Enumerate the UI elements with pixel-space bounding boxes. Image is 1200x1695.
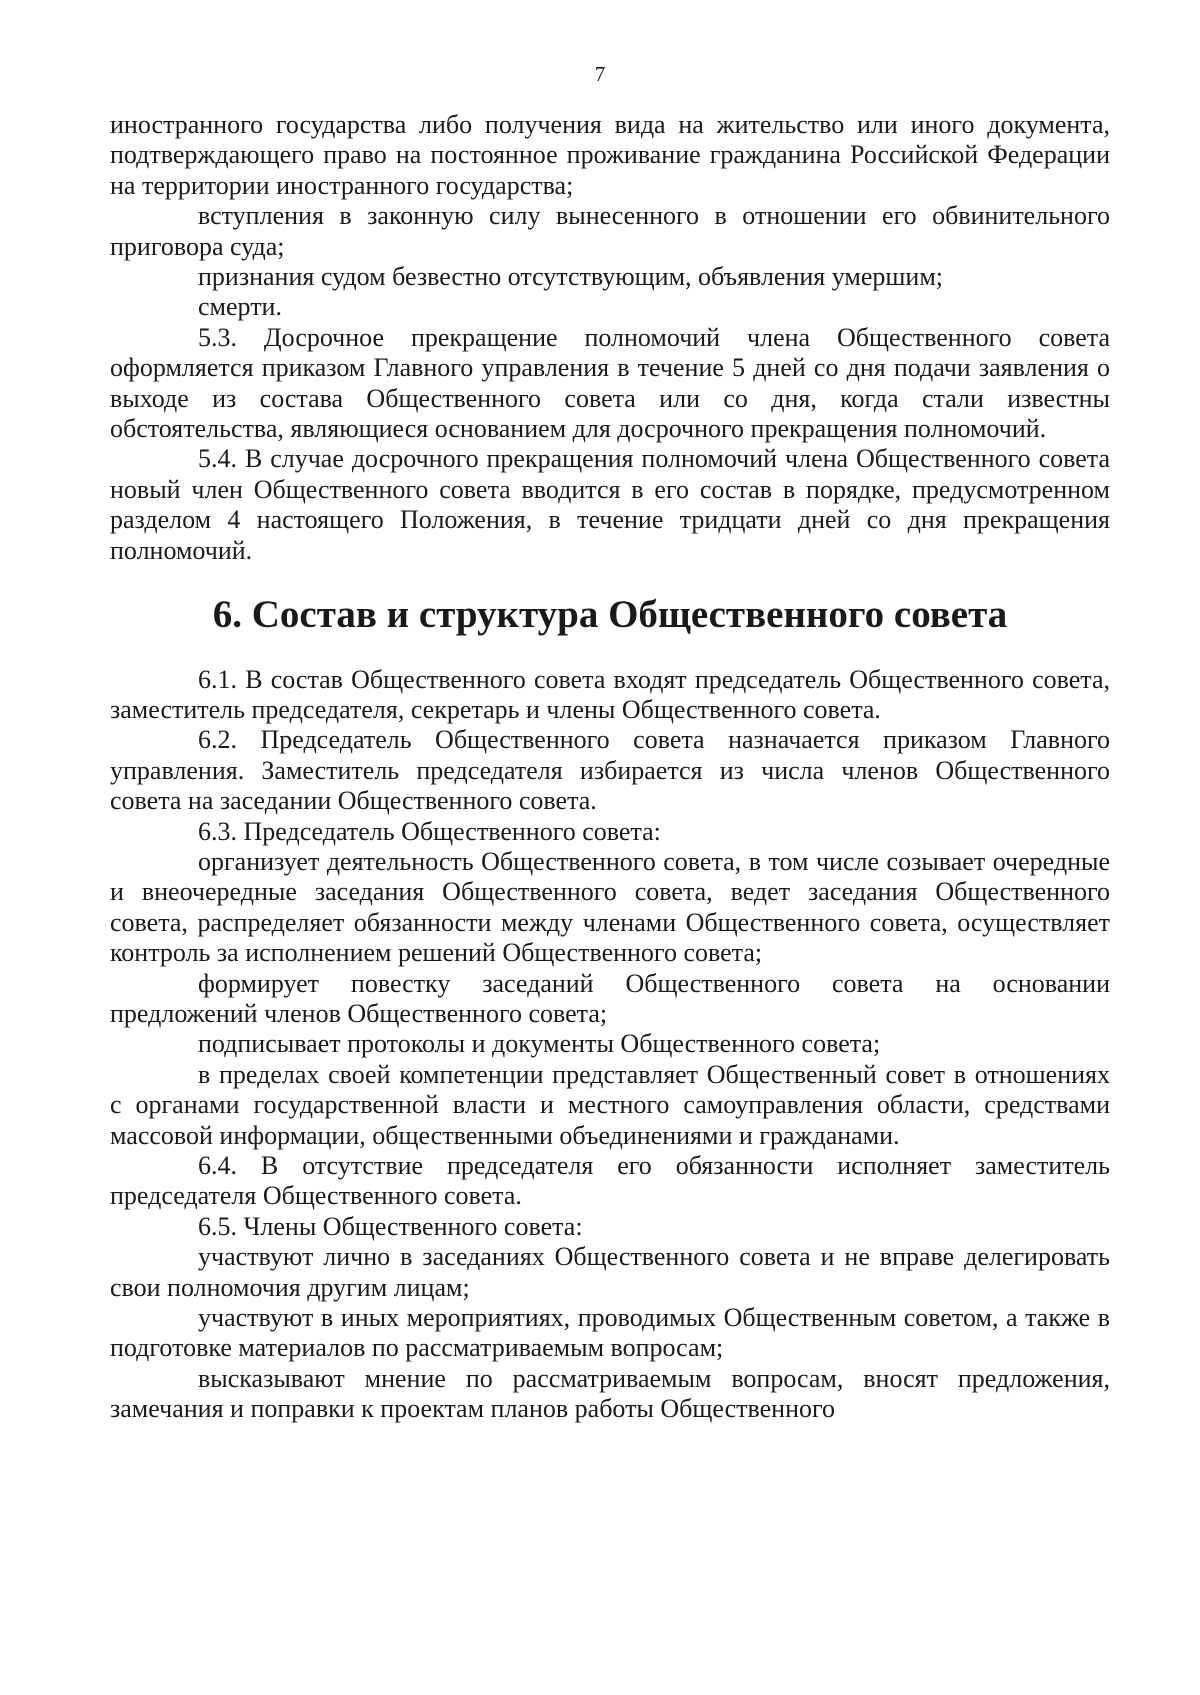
document-body (110, 110, 1110, 1425)
clause-6-4: 6.4. В отсутствие председателя его обязанности исполняет заместитель председателя Общественного совета. (110, 1151, 1110, 1211)
list-item: высказывают мнение по рассматриваемым вопросам, вносят предложения, замечания и поправки к проектам планов работы Общественного (110, 1363, 1110, 1424)
paragraph: вступления в законную силу вынесенного в отношении его обвинительного приговора суда; (110, 201, 1110, 261)
list-item: в пределах своей компетенции представляет Общественный совет в отношениях с органами государственной власти и местного самоуправления области, средствами массовой информации, общественными объединениями и гражданами. (110, 1059, 1110, 1150)
clause-6-1: 6.1. В состав Общественного совета входят председатель Общественного совета, заместитель председателя, секретарь и члены Общественного совета. (110, 664, 1110, 724)
clause-6-5: 6.5. Члены Общественного совета: (198, 1211, 583, 1241)
paragraph: смерти. (198, 292, 282, 322)
list-item: участвуют в иных мероприятиях, проводимых Общественным советом, а также в подготовке материалов по рассматриваемым вопросам; (110, 1303, 1110, 1363)
clause-6-2: 6.2. Председатель Общественного совета назначается приказом Главного управления. Заместитель председателя избирается из числа членов Общественного совета на заседании Общественного совета. (110, 725, 1110, 816)
list-item: организует деятельность Общественного совета, в том числе созывает очередные и внеочередные заседания Общественного совета, ведет заседания Общественного совета, распределяет обязанности между членами Общественного совета, осуществляет контроль за исполнением решений Общественного совета; (110, 846, 1110, 968)
clause-5-4: 5.4. В случае досрочного прекращения полномочий члена Общественного совета новый член Общественного совета вводится в его состав в порядке, предусмотренном разделом 4 настоящего Положения, в течение тридцати дней со дня прекращения полномочий. (110, 444, 1110, 565)
section-heading: 6. Состав и структура Общественного совета (212, 593, 1008, 637)
list-item: формирует повестку заседаний Общественного совета на основании предложений членов Общественного совета; (110, 968, 1110, 1028)
clause-6-3: 6.3. Председатель Общественного совета: (198, 816, 661, 846)
list-item: участвуют лично в заседаниях Общественного совета и не вправе делегировать свои полномочия другим лицам; (110, 1242, 1110, 1302)
paragraph: признания судом безвестно отсутствующим, объявления умершим; (198, 262, 944, 292)
page-number: 7 (594, 62, 606, 86)
list-item: подписывает протоколы и документы Общественного совета; (198, 1029, 881, 1059)
paragraph: иностранного государства либо получения вида на жительство или иного документа, подтверждающего право на постоянное проживание гражданина Российской Федерации на территории иностранного государства; (110, 110, 1110, 200)
clause-5-3: 5.3. Досрочное прекращение полномочий члена Общественного совета оформляется приказом Главного управления в течение 5 дней со дня подачи заявления о выходе из состава Общественного совета или со дня, когда стали известны обстоятельства, являющиеся основанием для досрочного прекращения полномочий. (110, 322, 1110, 444)
